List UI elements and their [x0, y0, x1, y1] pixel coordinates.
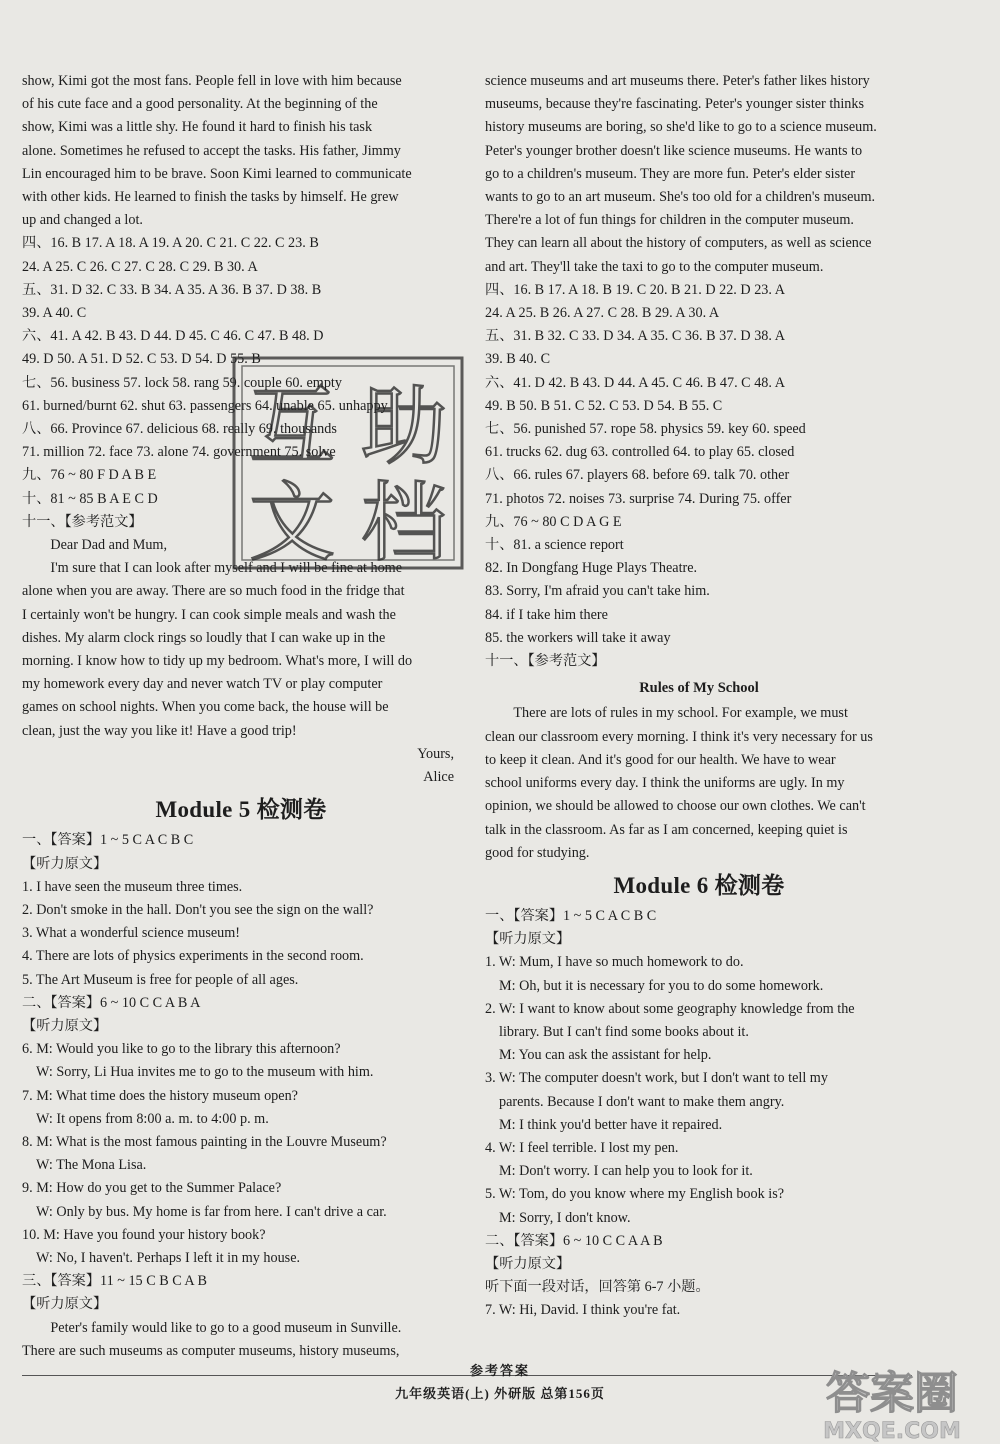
left-column-line: 九、76 ~ 80 F D A B E [22, 467, 157, 484]
left-column-line: 6. M: Would you like to go to the library this afternoon? [22, 1041, 341, 1058]
right-column-line: library. But I can't find some books about it. [499, 1023, 749, 1040]
right-column-line: good for studying. [485, 844, 590, 861]
left-column-line: 71. million 72. face 73. alone 74. government 75. solve [22, 444, 336, 461]
right-column-line: M: Oh, but it is necessary for you to do some homework. [499, 977, 824, 994]
left-column-line: 【听力原文】 [22, 1296, 108, 1313]
left-column-line: 1. I have seen the museum three times. [22, 878, 243, 895]
right-column-line: Peter's younger brother doesn't like science museums. He wants to [485, 142, 863, 159]
right-column-line: They can learn all about the history of computers, as well as science [485, 235, 872, 252]
right-column-line: 十一、【参考范文】 [485, 653, 606, 670]
right-column-line: museums, because they're fascinating. Peter's younger sister thinks [485, 96, 865, 113]
right-column-line: and art. They'll take the taxi to go to the computer museum. [485, 258, 824, 275]
right-column-line: 二、【答案】6 ~ 10 C C A A B [485, 1232, 663, 1249]
left-column-line: my homework every day and never watch TV or play computer [22, 676, 383, 693]
svg-text:档: 档 [361, 473, 447, 573]
right-column-line: 83. Sorry, I'm afraid you can't take him. [485, 583, 710, 600]
right-column-line: 84. if I take him there [485, 606, 608, 623]
right-column-line: 7. W: Hi, David. I think you're fat. [485, 1302, 681, 1319]
left-column-line: Lin encouraged him to be brave. Soon Kimi learned to communicate [22, 165, 412, 182]
right-column-line: school uniforms every day. I think the uniforms are ugly. In my [485, 775, 845, 792]
right-column-line: 5. W: Tom, do you know where my English book is? [485, 1186, 785, 1203]
right-column-line: M: Don't worry. I can help you to look for it. [499, 1163, 753, 1180]
right-column-line: 39. B 40. C [485, 351, 551, 368]
right-column-line: Module 6 检测卷 [613, 872, 785, 898]
footer-top-label: 参考答案 [469, 1363, 530, 1378]
left-column-line: 9. M: How do you get to the Summer Palace? [22, 1180, 282, 1197]
left-column-line: 一、【答案】1 ~ 5 C A C B C [22, 832, 194, 849]
left-column-line: Peter's family would like to go to a good museum in Sunville. [50, 1319, 402, 1336]
left-column-line: 【听力原文】 [22, 855, 108, 872]
right-column-line: 71. photos 72. noises 73. surprise 74. During 75. offer [485, 490, 792, 507]
right-column-line: 五、31. B 32. C 33. D 34. A 35. C 36. B 37. D 38. A [485, 328, 785, 345]
right-column-line: 听下面一段对话，回答第 6-7 小题。 [485, 1279, 710, 1296]
right-column-line: parents. Because I don't want to make them angry. [499, 1093, 785, 1110]
left-column-line: games on school nights. When you come back, the house will be [22, 699, 389, 716]
left-column-line: W: It opens from 8:00 a. m. to 4:00 p. m. [36, 1110, 269, 1127]
svg-text:助: 助 [361, 377, 447, 477]
right-column-line: history museums are boring, so she'd like to go to a science museum. [485, 119, 877, 136]
left-column-line: 五、31. D 32. C 33. B 34. A 35. A 36. B 37. D 38. B [22, 281, 322, 298]
right-column-line: 1. W: Mum, I have so much homework to do. [485, 954, 744, 971]
left-column-line: W: Only by bus. My home is far from here. I can't drive a car. [36, 1203, 387, 1220]
left-column-line: 三、【答案】11 ~ 15 C B C A B [22, 1273, 207, 1290]
right-column-line: 【听力原文】 [485, 1255, 571, 1272]
left-column-line: 3. What a wonderful science museum! [22, 925, 240, 942]
left-column-line: of his cute face and a good personality. At the beginning of the [22, 96, 378, 113]
left-column-line: 四、16. B 17. A 18. A 19. A 20. C 21. C 22. C 23. B [22, 235, 319, 252]
left-column-line: show, Kimi got the most fans. People fell in love with him because [22, 73, 402, 89]
right-column-line: 85. the workers will take it away [485, 629, 671, 646]
right-column-line: 一、【答案】1 ~ 5 C A C B C [485, 907, 657, 924]
left-column-line: W: No, I haven't. Perhaps I left it in my house. [36, 1249, 301, 1266]
right-column-line: 九、76 ~ 80 C D A G E [485, 513, 622, 530]
right-column-line: 七、56. punished 57. rope 58. physics 59. key 60. speed [485, 421, 806, 438]
svg-text:MXQE.COM: MXQE.COM [823, 1419, 961, 1444]
left-column-line: 十一、【参考范文】 [22, 513, 143, 530]
left-column-line: W: Sorry, Li Hua invites me to go to the museum with him. [36, 1064, 374, 1081]
right-column-line: 61. trucks 62. dug 63. controlled 64. to play 65. closed [485, 444, 795, 461]
right-column-line: wants to go to an art museum. She's too old for a children's museum. [485, 189, 876, 206]
right-column-line: clean our classroom every morning. I think it's very necessary for us [485, 728, 873, 745]
left-column-line: 8. M: What is the most famous painting in the Louvre Museum? [22, 1133, 387, 1150]
right-column-line: Rules of My School [639, 680, 759, 697]
footer-page-info: 九年级英语(上) 外研版 总第156页 [395, 1386, 605, 1401]
svg-text:答案圈: 答案圈 [826, 1368, 958, 1419]
right-column-line: 八、66. rules 67. players 68. before 69. talk 70. other [485, 467, 790, 484]
left-column-line: 4. There are lots of physics experiments in the second room. [22, 948, 364, 965]
left-column-line: 十、81 ~ 85 B A E C D [22, 490, 158, 507]
left-column [22, 70, 460, 1363]
right-column-line: M: You can ask the assistant for help. [499, 1047, 712, 1064]
right-column-line: There are lots of rules in my school. For example, we must [513, 705, 848, 722]
right-column-line: science museums and art museums there. Peter's father likes history [485, 73, 870, 89]
right-column-line: 六、41. D 42. B 43. D 44. A 45. C 46. B 47. C 48. A [485, 374, 785, 391]
right-column-line: 82. In Dongfang Huge Plays Theatre. [485, 560, 698, 577]
left-column-line: 【听力原文】 [22, 1017, 108, 1034]
right-column [485, 70, 913, 1323]
left-column-line: I'm sure that I can look after myself and I will be fine at home [50, 560, 402, 577]
left-column-line: Yours, [417, 745, 454, 762]
left-column-line: 61. burned/burnt 62. shut 63. passengers 64. unable 65. unhappy [22, 397, 388, 414]
left-column-line: morning. I know how to tidy up my bedroom. What's more, I will do [22, 653, 413, 670]
left-column-line: 49. D 50. A 51. D 52. C 53. D 54. D 55. B [22, 351, 261, 368]
left-column-line: 七、56. business 57. lock 58. rang 59. couple 60. empty [22, 374, 342, 391]
right-column-line: 24. A 25. B 26. A 27. C 28. B 29. A 30. A [485, 305, 720, 322]
left-column-line: 二、【答案】6 ~ 10 C C A B A [22, 994, 201, 1011]
left-column-line: 10. M: Have you found your history book? [22, 1226, 266, 1243]
right-column-line: 49. B 50. B 51. C 52. C 53. D 54. B 55. C [485, 397, 723, 414]
left-column-line: Dear Dad and Mum, [50, 537, 168, 554]
left-column-line: 39. A 40. C [22, 305, 87, 322]
left-column-line: Module 5 检测卷 [155, 797, 327, 823]
left-column-line: W: The Mona Lisa. [36, 1157, 147, 1174]
right-column-line: 【听力原文】 [485, 931, 571, 948]
left-column-line: 24. A 25. C 26. C 27. C 28. C 29. B 30. A [22, 258, 258, 275]
right-column-line: to keep it clean. And it's good for our health. We have to wear [485, 751, 836, 768]
right-column-line: opinion, we should be allowed to choose our own clothes. We can't [485, 798, 866, 815]
left-column-line: Alice [423, 769, 454, 786]
right-column-line: 2. W: I want to know about some geography knowledge from the [485, 1000, 855, 1017]
right-column-line: There're a lot of fun things for children in the computer museum. [485, 212, 854, 229]
stamp-watermark [228, 352, 468, 574]
left-column-line: 八、66. Province 67. delicious 68. really 69. thousands [22, 421, 337, 438]
right-column-line: 3. W: The computer doesn't work, but I don't want to tell my [485, 1070, 828, 1087]
left-column-line: 2. Don't smoke in the hall. Don't you see the sign on the wall? [22, 901, 374, 918]
right-column-line: M: I think you'd better have it repaired. [499, 1116, 723, 1133]
right-column-line: 十、81. a science report [485, 537, 624, 554]
left-column-line: alone. Sometimes he refused to accept the tasks. His father, Jimmy [22, 142, 401, 159]
left-column-line: 7. M: What time does the history museum open? [22, 1087, 298, 1104]
left-column-line: clean, just the way you like it! Have a good trip! [22, 722, 297, 739]
left-column-line: alone when you are away. There are so much food in the fridge that [22, 583, 405, 600]
left-column-line: There are such museums as computer museums, history museums, [22, 1342, 400, 1359]
right-column-line: 4. W: I feel terrible. I lost my pen. [485, 1139, 679, 1156]
right-column-line: M: Sorry, I don't know. [499, 1209, 631, 1226]
left-column-line: show, Kimi was a little shy. He found it hard to finish his task [22, 119, 373, 136]
left-column-line: I certainly won't be hungry. I can cook simple meals and wash the [22, 606, 396, 623]
svg-text:文: 文 [249, 473, 335, 573]
left-column-line: dishes. My alarm clock rings so loudly that I can wake up in the [22, 629, 386, 646]
svg-text:互: 互 [249, 377, 335, 477]
site-watermark-logo [790, 1360, 995, 1444]
right-column-line: 四、16. B 17. A 18. B 19. C 20. B 21. D 22. D 23. A [485, 281, 785, 298]
left-column-line: up and changed a lot. [22, 212, 143, 229]
right-column-line: go to a children's museum. They are more fun. Peter's elder sister [485, 165, 856, 182]
left-column-line: 六、41. A 42. B 43. D 44. D 45. C 46. C 47. B 48. D [22, 328, 324, 345]
right-column-line: talk in the classroom. As far as I am concerned, keeping quiet is [485, 821, 848, 838]
left-column-line: 5. The Art Museum is free for people of all ages. [22, 971, 299, 988]
left-column-line: with other kids. He learned to finish the tasks by himself. He grew [22, 189, 399, 206]
